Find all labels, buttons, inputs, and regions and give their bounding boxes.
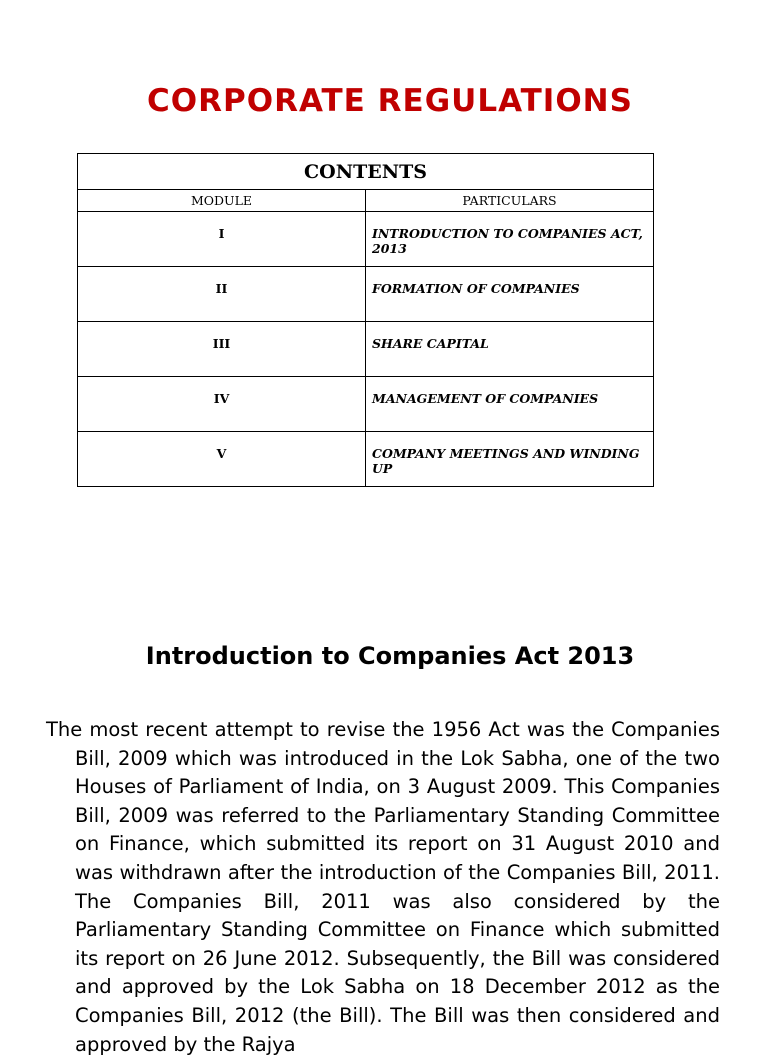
module-number: IV [78,377,366,432]
module-particular: INTRODUCTION TO COMPANIES ACT, 2013 [366,212,654,267]
contents-heading: CONTENTS [78,154,654,190]
module-number: I [78,212,366,267]
column-header-particulars: PARTICULARS [366,190,654,212]
table-row [78,377,654,432]
module-number: III [78,322,366,377]
module-particular: SHARE CAPITAL [366,322,654,377]
document-title: CORPORATE REGULATIONS [147,82,633,119]
section-heading: Introduction to Companies Act 2013 [145,641,635,670]
module-particular: FORMATION OF COMPANIES [366,267,654,322]
module-particular: COMPANY MEETINGS AND WINDING UP [366,432,654,487]
table-row [78,267,654,322]
module-number: V [78,432,366,487]
table-row [78,432,654,487]
module-particular: MANAGEMENT OF COMPANIES [366,377,654,432]
column-header-module: MODULE [78,190,366,212]
module-number: II [78,267,366,322]
body-paragraph: The most recent attempt to revise the 1956 Act was the Companies Bill, 2009 which was introduced in the Lok Sabha, one of the two Houses of Parliament of India, on 3 August 2009. This Companies Bill, 2009 was referred to the Parliamentary Standing Committee on Finance, which submitted its report on 31 August 2010 and was withdrawn after the introduction of the Companies Bill, 2011. The Companies Bill, 2011 was also considered by the Parliamentary Standing Committee on Finance which submitted its report on 26 June 2012. Subsequently, the Bill was considered and approved by the Lok Sabha on 18 December 2012 as the Companies Bill, 2012 (the Bill). The Bill was then considered and approved by the Rajya [46,718,720,1056]
table-row [78,322,654,377]
table-row [78,212,654,267]
contents-table [77,153,654,487]
